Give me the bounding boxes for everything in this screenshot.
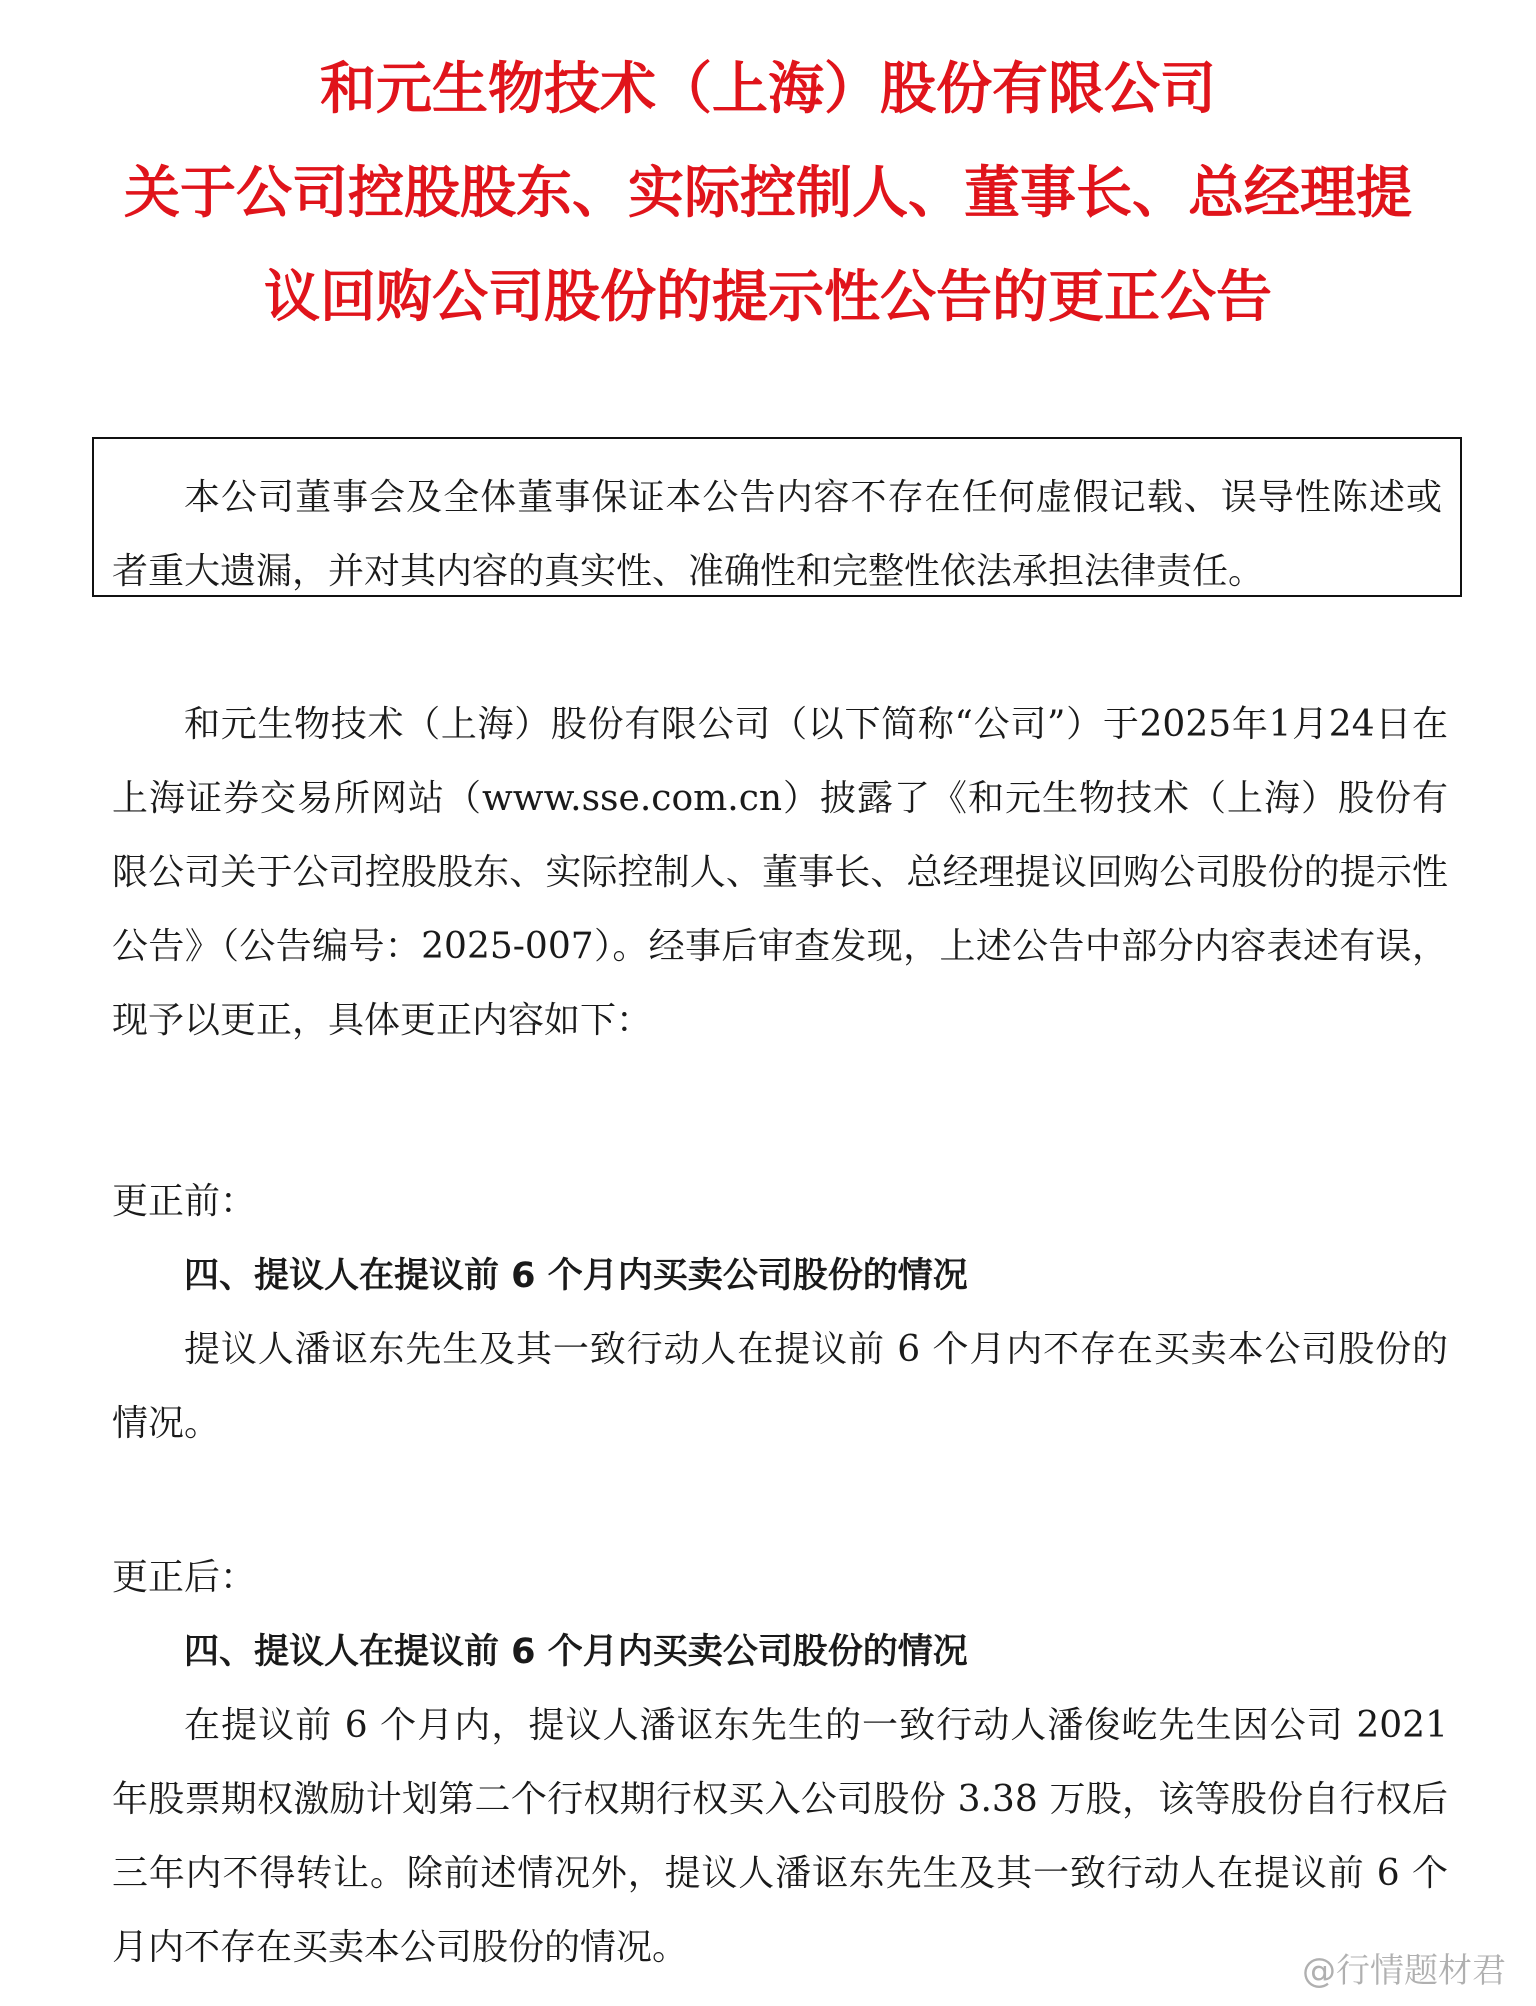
title-line-3: 议回购公司股份的提示性公告的更正公告 <box>264 265 1272 330</box>
intro-section <box>112 688 1448 1058</box>
announcement-title <box>100 57 1436 374</box>
board-guarantee-notice <box>92 437 1462 597</box>
intro-paragraph: 和元生物技术（上海）股份有限公司（以下简称“公司”）于2025年1月24日在上海证券交易所网站（www.sse.com.cn）披露了《和元生物技术（上海）股份有限公司关于公司控股股东、实际控制人、董事长、总经理提议回购公司股份的提示性公告》（公告编号：2025-007）。经事后审查发现，上述公告中部分内容表述有误，现予以更正，具体更正内容如下： <box>112 704 1448 1041</box>
before-label: 更正前： <box>112 1181 257 1222</box>
after-correction-section <box>112 1541 1448 1985</box>
before-paragraph: 提议人潘讴东先生及其一致行动人在提议前 6 个月内不存在买卖本公司股份的情况。 <box>112 1329 1448 1444</box>
notice-text: 本公司董事会及全体董事保证本公告内容不存在任何虚假记载、误导性陈述或者重大遗漏，并对其内容的真实性、准确性和完整性依法承担法律责任。 <box>112 477 1442 592</box>
before-heading: 四、提议人在提议前 6 个月内买卖公司股份的情况 <box>184 1256 968 1296</box>
title-line-2: 关于公司控股股东、实际控制人、董事长、总经理提 <box>124 161 1412 226</box>
after-paragraph: 在提议前 6 个月内，提议人潘讴东先生的一致行动人潘俊屹先生因公司 2021 年股票期权激励计划第二个行权期行权买入公司股份 3.38 万股，该等股份自行权后三年内不得转让。除前述情况外，提议人潘讴东先生及其一致行动人在提议前 6 个月内不存在买卖本公司股份的情况。 <box>112 1705 1448 1968</box>
watermark: @行情题材君 <box>1302 1951 1506 1991</box>
title-line-1: 和元生物技术（上海）股份有限公司 <box>320 57 1216 122</box>
before-correction-section <box>112 1165 1448 1461</box>
after-label: 更正后： <box>112 1557 257 1598</box>
after-heading: 四、提议人在提议前 6 个月内买卖公司股份的情况 <box>184 1632 968 1672</box>
